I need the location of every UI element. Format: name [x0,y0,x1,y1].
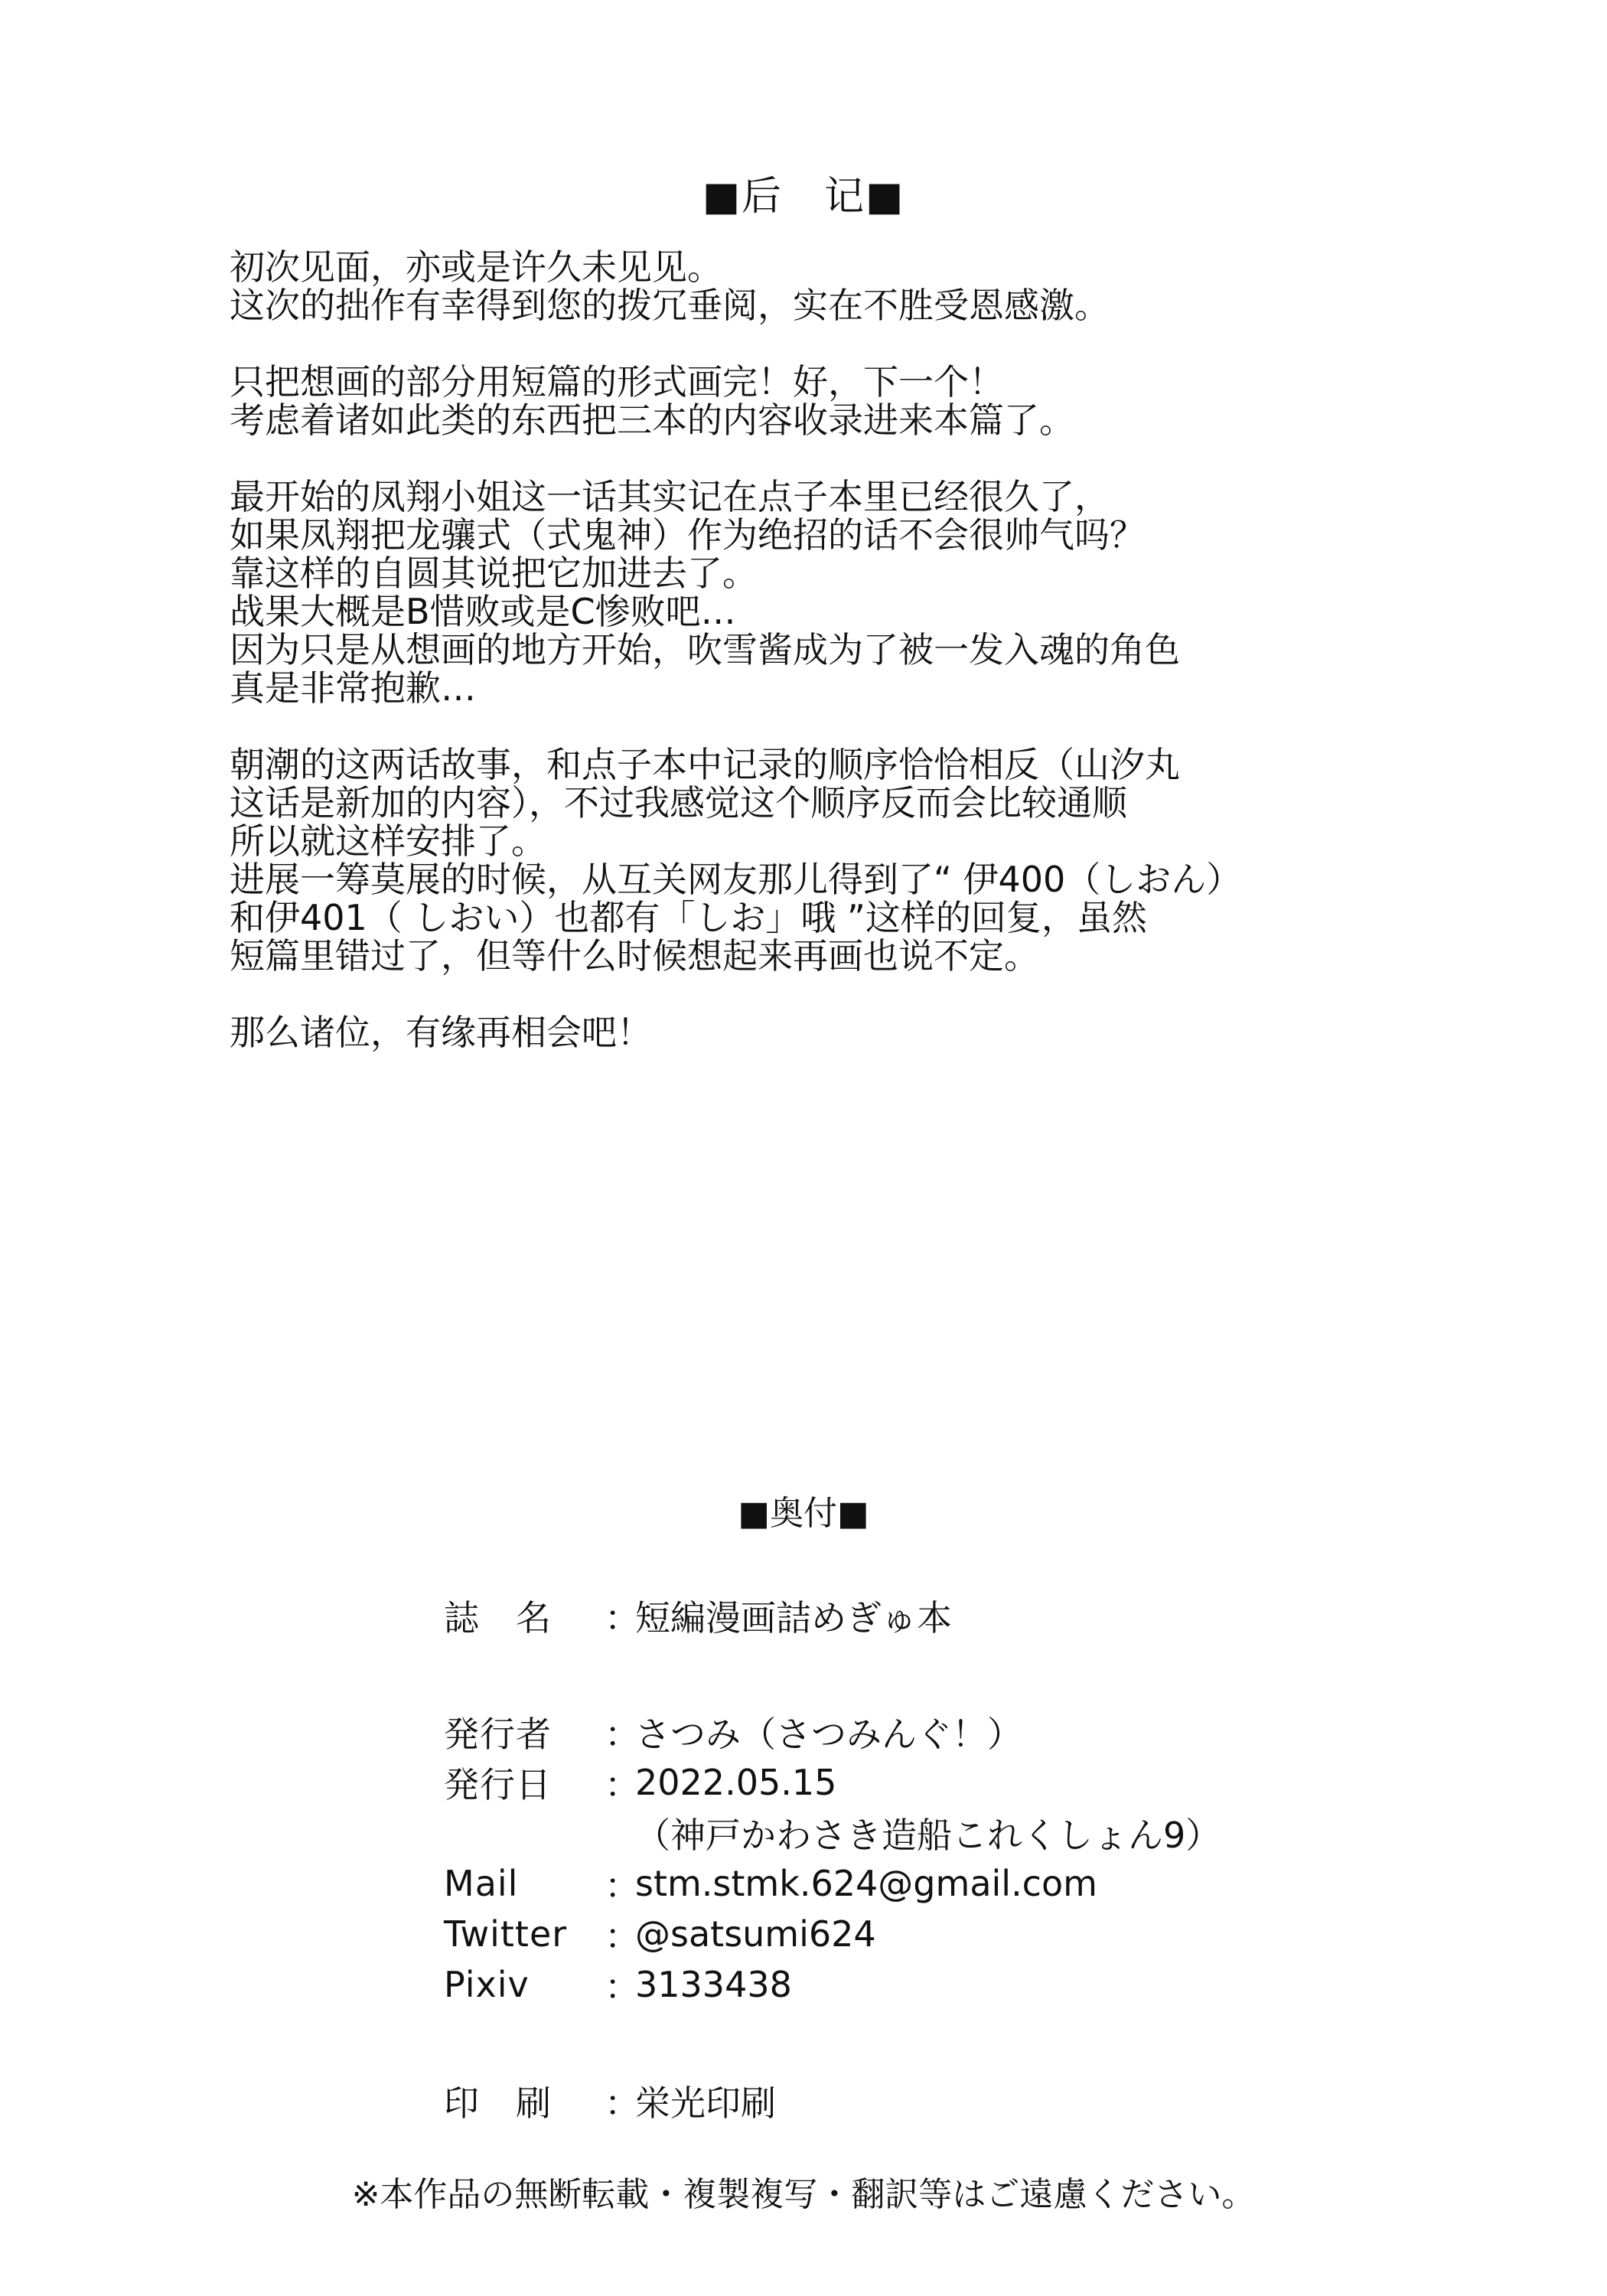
colophon-key: 発行者 [444,1714,552,1755]
colophon-separator: ： [605,1916,640,1957]
afterword-paragraph [230,478,1530,707]
text-line: 进展一筹莫展的时候，从互关网友那儿得到了“ 伊400（しおん） [230,859,1242,900]
colophon-value: @satsumi624 [635,1913,876,1955]
colophon-value: さつみ（さつみんぐ！） [635,1714,1022,1755]
text-line: 最开始的凤翔小姐这一话其实记在点子本里已经很久了， [230,476,1110,517]
text-line: 朝潮的这两话故事，和点子本中记录的顺序恰恰相反（山汐丸 [230,744,1180,785]
text-line: 只把想画的部分用短篇的形式画完！好，下一个！ [230,361,1004,403]
colophon-table [444,1590,1439,2126]
text-line: 所以就这样安排了。 [230,820,546,862]
colophon-value: （神戸かわさき造船これくしょん9） [635,1815,1221,1856]
colophon-value: 2022.05.15 [635,1762,837,1803]
colophon-row-pixiv [444,1959,1439,2010]
text-line: 战果大概是B惜败或是C惨败吧… [230,591,736,632]
text-line: 因为只是从想画的地方开始，吹雪酱成为了被一发入魂的角色 [230,629,1180,670]
colophon-separator: ： [605,2082,640,2124]
text-line: 如果凤翔把龙骧式（式鬼神）作为绝招的话不会很帅气吗？ [230,514,1145,556]
colophon-key: 発行日 [444,1764,552,1805]
colophon-key: Twitter [444,1913,568,1955]
colophon-row-date [444,1757,1439,1808]
colophon-separator: ： [605,1966,640,2007]
colophon-title: ■奥付■ [738,1494,869,1533]
text-line: 初次见面，亦或是许久未见见。 [230,246,722,288]
afterword-body [230,248,1530,1090]
afterword-paragraph [230,248,1530,325]
colophon-row-printer [444,2076,1439,2126]
text-line: 这话是新加的内容），不过我感觉这个顺序反而会比较通顺 [230,782,1127,823]
colophon-row-title [444,1590,1439,1641]
colophon-row-event [444,1808,1439,1858]
afterword-paragraph [230,363,1530,439]
copyright-notice: ※本作品の無断転載・複製複写・翻訳等はご遠慮ください。 [351,2175,1256,2214]
text-line: 真是非常抱歉… [230,667,476,709]
afterword-paragraph [230,745,1530,975]
colophon-separator: ： [605,1865,640,1906]
text-line: 和伊401（ しおい）也都有「しお」哦 ”这样的回复，虽然 [230,897,1147,938]
colophon-key: 誌 名 [444,1597,552,1639]
colophon-key: Mail [444,1863,519,1904]
colophon-row-twitter [444,1909,1439,1959]
colophon-value: 栄光印刷 [635,2082,776,2124]
colophon-value: stm.stmk.624@gmail.com [635,1863,1097,1904]
afterword-paragraph [230,1013,1530,1052]
afterword-title: ■后 记■ [702,174,905,220]
colophon-row-mail [444,1858,1439,1909]
colophon-separator: ： [605,1597,640,1639]
colophon-separator: ： [605,1764,640,1805]
text-line: 那么诸位，有缘再相会吧！ [230,1012,652,1053]
colophon-value: 短編漫画詰めぎゅ本 [635,1597,952,1639]
colophon-key: Pixiv [444,1964,530,2005]
text-line: 考虑着诸如此类的东西把三本的内容收录进来本篇了。 [230,400,1074,441]
text-line: 这次的拙作有幸得到您的拨冗垂阅，实在不胜受恩感激。 [230,285,1110,326]
colophon-key: 印 刷 [444,2082,552,2124]
text-line: 靠这样的自圆其说把它加进去了。 [230,553,758,594]
colophon-row-publisher [444,1707,1439,1757]
colophon-value: 3133438 [635,1964,792,2005]
colophon-separator: ： [605,1714,640,1755]
text-line: 短篇里错过了，但等什么时候想起来再画也说不定。 [230,935,1039,977]
